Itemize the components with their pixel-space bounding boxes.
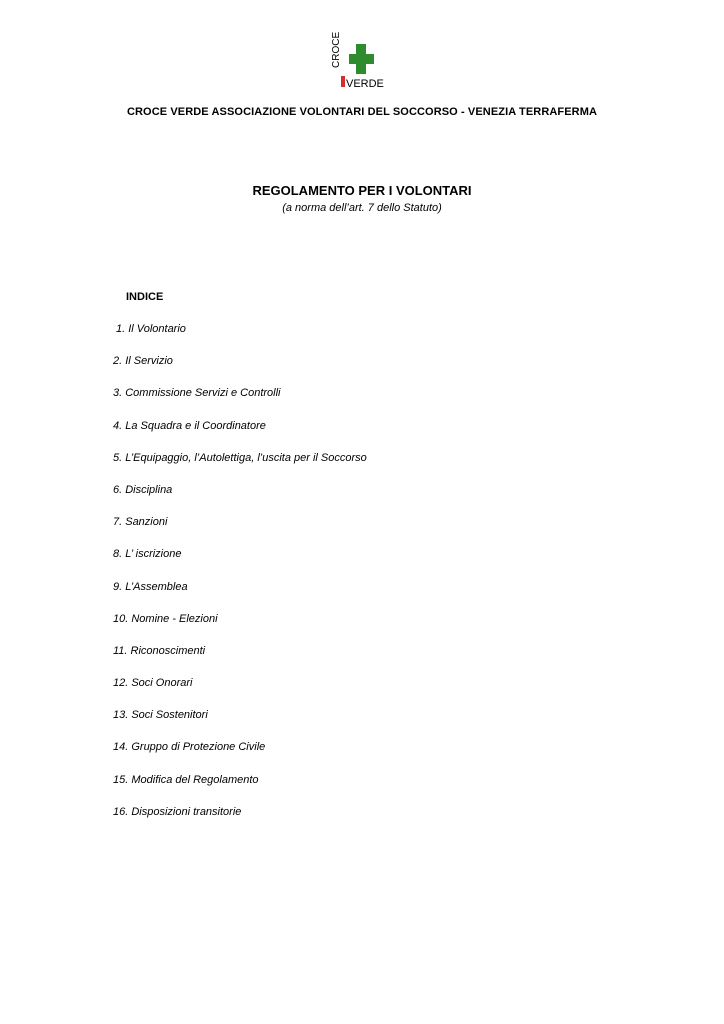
toc-item: 7. Sanzioni [113, 516, 168, 528]
toc-item: 5. L’Equipaggio, l’Autolettiga, l’uscita per il Soccorso [113, 452, 367, 464]
document-subtitle: (a norma dell’art. 7 dello Statuto) [282, 202, 442, 214]
toc-item: 2. Il Servizio [113, 355, 173, 367]
toc-item: 10. Nomine - Elezioni [113, 613, 218, 625]
organization-header: CROCE VERDE ASSOCIAZIONE VOLONTARI DEL SOCCORSO - VENEZIA TERRAFERMA [126, 106, 598, 118]
toc-item: 9. L’Assemblea [113, 581, 188, 593]
toc-item: 4. La Squadra e il Coordinatore [113, 420, 266, 432]
toc-item: 3. Commissione Servizi e Controlli [113, 387, 281, 399]
toc-item: 6. Disciplina [113, 484, 173, 496]
croce-verde-cross-icon [331, 31, 385, 90]
toc-item: 14. Gruppo di Protezione Civile [113, 741, 266, 753]
toc-item: 8. L’ iscrizione [113, 548, 182, 560]
logo-text-verde: VERDE [346, 78, 384, 90]
toc-item: 13. Soci Sostenitori [113, 709, 208, 721]
logo-text-croce: CROCE [331, 31, 342, 68]
toc-item: 15. Modifica del Regolamento [113, 774, 259, 786]
croce-verde-logo [331, 31, 385, 90]
toc-item: 1. Il Volontario [116, 323, 186, 335]
toc-item: 16. Disposizioni transitorie [113, 806, 242, 818]
document-title: REGOLAMENTO PER I VOLONTARI [252, 183, 472, 198]
index-heading: INDICE [126, 291, 164, 303]
toc-item: 12. Soci Onorari [113, 677, 193, 689]
toc-item: 11. Riconoscimenti [113, 645, 206, 657]
